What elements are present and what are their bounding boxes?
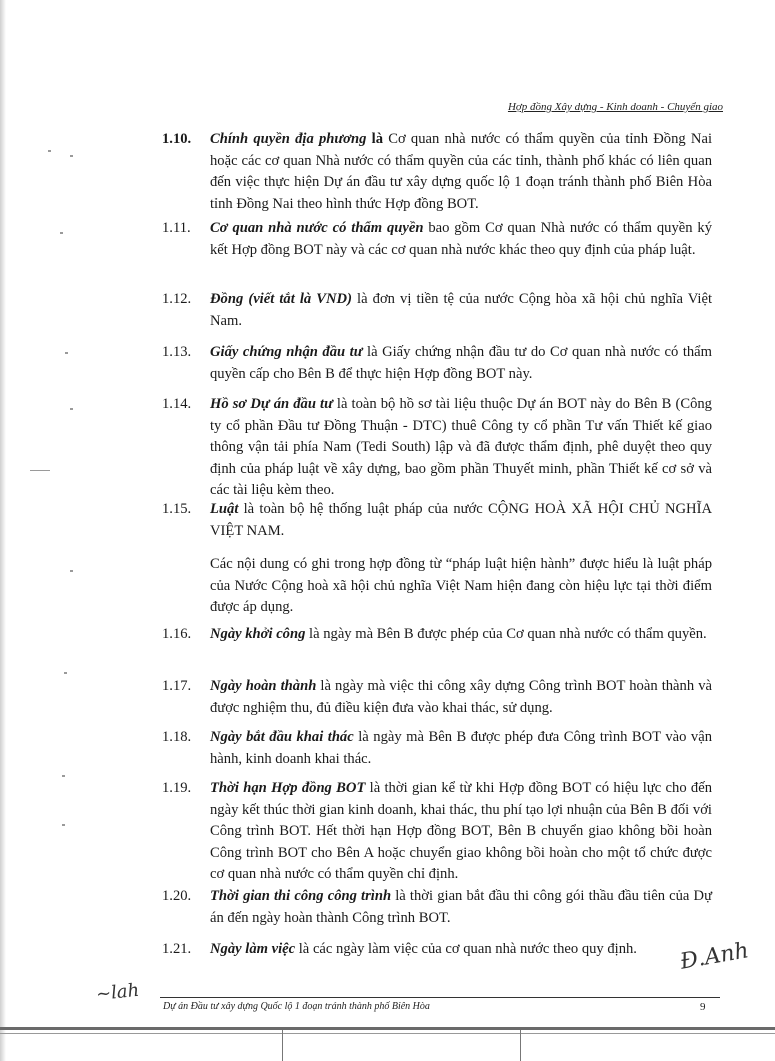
clause-1-17: [162, 676, 712, 719]
clause-text: là thời gian kể từ khi Hợp đồng BOT có hiệu lực cho đến ngày kết thúc thời gian kinh doanh, khai thác, thu phí tạo lợi nhuận của Bên B đối với Công trình BOT. Hết thời hạn Hợp đồng BOT, Bên B chuyển giao không bồi hoàn Công trình BOT cho Bên A hoặc chuyển giao không bồi hoàn cho một tổ chức được cơ quan nhà nước có thẩm quyền chỉ định.: [210, 780, 712, 882]
clause-number: 1.14.: [162, 396, 192, 412]
clause-text: là các ngày làm việc của cơ quan nhà nước theo quy định.: [295, 941, 637, 957]
clause-1-11: [162, 218, 712, 261]
clause-number: 1.11.: [162, 220, 191, 236]
clause-extra-paragraph: Các nội dung có ghi trong hợp đồng từ “pháp luật hiện hành” được hiểu là luật pháp của Nước Cộng hoà xã hội chủ nghĩa Việt Nam hiện đang còn hiệu lực tại thời điểm được áp dụng.: [210, 556, 712, 615]
clause-1-21: [162, 939, 712, 961]
clause-1-20: [162, 886, 712, 929]
clause-number: 1.19.: [162, 780, 192, 796]
clause-text: là ngày mà Bên B được phép của Cơ quan nhà nước có thẩm quyền.: [305, 626, 707, 642]
clause-number: 1.13.: [162, 344, 192, 360]
clause-term: Giấy chứng nhận đầu tư: [210, 344, 363, 360]
clause-number: 1.12.: [162, 291, 192, 307]
scan-speck: [30, 470, 50, 471]
clause-number: 1.20.: [162, 888, 192, 904]
scan-speck: [65, 352, 68, 354]
page-footer: Dự án Đầu tư xây dựng Quốc lộ 1 đoạn tránh thành phố Biên Hòa: [163, 1001, 430, 1012]
clause-term: Đồng (viết tắt là VND): [210, 291, 352, 307]
clause-1-19: [162, 778, 712, 886]
clause-text: là thời gian bắt đầu thi công gói thầu đầu tiên của Dự án đến ngày hoàn thành Công trình BOT.: [210, 888, 712, 926]
scan-mark: [282, 1030, 283, 1061]
clause-term: Luật: [210, 501, 239, 517]
clause-1-15: [162, 499, 712, 619]
clause-text: Cơ quan nhà nước có thẩm quyền của tỉnh Đồng Nai hoặc các cơ quan Nhà nước có thẩm quyền của các tỉnh, thành phố khác có liên quan đến việc thực hiện Dự án đầu tư xây dựng quốc lộ 1 đoạn tránh thành phố Biên Hòa tỉnh Đồng Nai theo hình thức Hợp đồng BOT.: [210, 131, 713, 212]
scan-speck: [70, 155, 73, 157]
clause-number: 1.18.: [162, 729, 192, 745]
scan-edge: [0, 0, 6, 1061]
clause-1-16: [162, 624, 712, 646]
clause-term: Hồ sơ Dự án đầu tư: [210, 396, 333, 412]
clause-number: 1.10.: [162, 131, 192, 147]
clause-term: Ngày bắt đầu khai thác: [210, 729, 354, 745]
clause-1-10: [162, 129, 712, 215]
scan-speck: [48, 150, 51, 152]
clause-term-suffix: là: [366, 131, 383, 147]
clause-text: là ngày mà Bên B được phép đưa Công trình BOT vào vận hành, kinh doanh khai thác.: [210, 729, 712, 767]
clause-1-18: [162, 727, 712, 770]
clause-number: 1.15.: [162, 501, 192, 517]
clause-1-12: [162, 289, 712, 332]
clause-text: là ngày mà việc thi công xây dựng Công trình BOT hoàn thành và được nghiệm thu, đủ điều kiện đưa vào khai thác, sử dụng.: [210, 678, 712, 716]
scan-speck: [60, 232, 63, 234]
clause-term: Ngày khởi công: [210, 626, 306, 642]
scan-edge-bottom: [0, 1033, 775, 1034]
scan-mark: [520, 1030, 521, 1061]
clause-term: Cơ quan nhà nước có thẩm quyền: [210, 220, 424, 236]
clause-term: Ngày làm việc: [210, 941, 296, 957]
clause-number: 1.16.: [162, 626, 192, 642]
scan-speck: [62, 824, 65, 826]
scan-speck: [70, 408, 73, 410]
clause-1-14: [162, 394, 712, 502]
clause-term: Chính quyền địa phương: [210, 131, 367, 147]
page-number: 9: [700, 1001, 706, 1013]
scan-speck: [70, 570, 73, 572]
clause-text: là toàn bộ hồ sơ tài liệu thuộc Dự án BOT này do Bên B (Công ty cổ phần Đầu tư Đồng Thuận - DTC) thuê Công ty cổ phần Tư vấn Thiết kế giao thông vận tải phía Nam (Tedi South) lập và đã được thẩm định, phê duyệt theo quy định của pháp luật về xây dựng, bao gồm phần Thuyết minh, phần Thiết kế cơ sở và các tài liệu kèm theo.: [210, 396, 712, 498]
handwritten-signature: Đ.Anh: [678, 938, 751, 975]
scan-edge-bottom: [0, 1027, 775, 1030]
clause-1-13: [162, 342, 712, 385]
clause-term: Thời hạn Hợp đồng BOT: [210, 780, 366, 796]
clause-text: là toàn bộ hệ thống luật pháp của nước CỘNG HOÀ XÃ HỘI CHỦ NGHĨA VIỆT NAM.: [210, 501, 712, 539]
scan-speck: [62, 775, 65, 777]
handwritten-initials: ~lah: [95, 979, 141, 1006]
clause-term: Ngày hoàn thành: [210, 678, 317, 694]
clause-text: bao gồm Cơ quan Nhà nước có thẩm quyền ký kết Hợp đồng BOT này và các cơ quan nhà nước khác theo quy định của pháp luật.: [210, 220, 713, 258]
clause-number: 1.17.: [162, 678, 192, 694]
page-header: Hợp đồng Xây dựng - Kinh doanh - Chuyển giao: [507, 101, 723, 113]
clause-text: là Giấy chứng nhận đầu tư do Cơ quan nhà nước có thẩm quyền cấp cho Bên B để thực hiện Hợp đồng BOT này.: [210, 344, 712, 382]
clause-text: là đơn vị tiền tệ của nước Cộng hòa xã hội chủ nghĩa Việt Nam.: [210, 291, 712, 329]
clause-number: 1.21.: [162, 941, 192, 957]
scan-speck: [64, 672, 67, 674]
clause-term: Thời gian thi công công trình: [210, 888, 392, 904]
footer-divider: [160, 997, 720, 998]
